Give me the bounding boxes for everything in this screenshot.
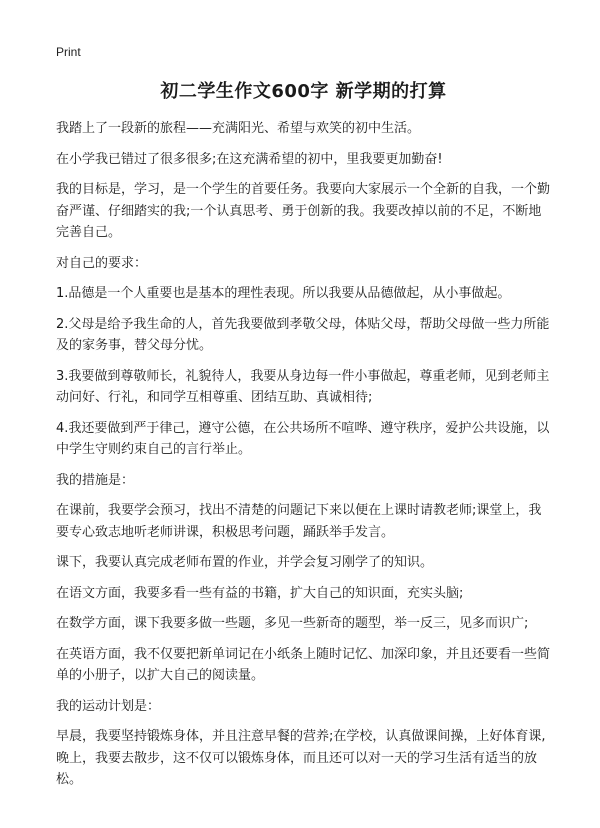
paragraph-10: 在课前，我要学会预习，找出不清楚的问题记下来以便在上课时请教老师;课堂上，我要专心致志地听老师讲课，积极思考问题，踊跃举手发言。 (56, 503, 542, 540)
paragraph-6: 2.父母是给予我生命的人，首先我要做到孝敬父母，体贴父母，帮助父母做一些力所能及的家务事，替父母分忧。 (56, 316, 550, 353)
paragraph-7: 3.我要做到尊敬师长，礼貌待人，我要从身边每一件小事做起，尊重老师，见到老师主动问好、行礼，和同学互相尊重、团结互助、真诚相待; (56, 368, 550, 405)
paragraph-11: 课下，我要认真完成老师布置的作业，并学会复习刚学了的知识。 (56, 555, 434, 570)
paragraph-5: 1.品德是一个人重要也是基本的理性表现。所以我要从品德做起，从小事做起。 (56, 286, 511, 301)
paragraph-14: 在英语方面，我不仅要把新单词记在小纸条上随时记忆、加深印象，并且还要看一些简单的小册子，以扩大自己的阅读量。 (56, 646, 551, 683)
print-link[interactable]: Print (56, 45, 81, 59)
paragraph-8: 4.我还要做到严于律己，遵守公德，在公共场所不喧哗、遵守秩序，爱护公共设施，以中学生守则约束自己的言行举止。 (56, 420, 550, 457)
paragraph-3: 我的目标是，学习，是一个学生的首要任务。我要向大家展示一个全新的自我，一个勤奋严谨、仔细踏实的我;一个认真思考、勇于创新的我。我要改掉以前的不足，不断地完善自己。 (56, 182, 551, 240)
paragraph-2: 在小学我已错过了很多很多;在这充满希望的初中，里我要更加勤奋! (56, 151, 443, 167)
paragraph-15: 我的运动计划是： (56, 698, 161, 714)
document-body (56, 80, 551, 800)
paragraph-16: 早晨，我要坚持锻炼身体，并且注意早餐的营养;在学校，认真做课间操，上好体育课,晚上，我要去散步，这不仅可以锻炼身体，而且还可以对一天的学习生活有适当的放松。 (56, 729, 546, 787)
paragraph-9: 我的措施是： (56, 472, 135, 488)
paragraph-13: 在数学方面，课下我要多做一些题，多见一些新奇的题型，举一反三，见多而识广; (56, 616, 529, 631)
paragraph-1: 我踏上了一段新的旅程——充满阳光、希望与欢笑的初中生活。 (56, 121, 421, 136)
document-title: 初二学生作文600字 新学期的打算 (160, 81, 447, 102)
paragraph-4: 对自己的要求： (56, 255, 148, 271)
paragraph-12: 在语文方面，我要多看一些有益的书籍，扩大自己的知识面，充实头脑; (56, 585, 464, 601)
